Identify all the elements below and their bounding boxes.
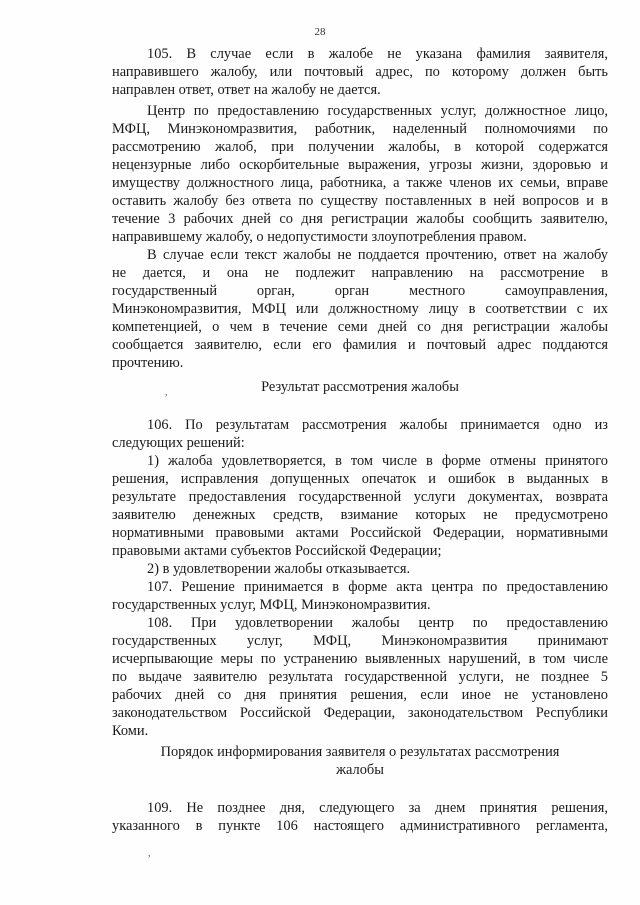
- text-line: направившего жалобу, или почтовый адрес, по которому должен быть: [112, 64, 608, 80]
- text-line: направлен ответ, ответ на жалобу не дается.: [112, 82, 381, 98]
- text-line: течение 3 рабочих дней со дня регистрации жалобы сообщить заявителю,: [112, 211, 608, 227]
- text-line: государственных услуг, МФЦ, Минэкономразвития принимают: [112, 633, 608, 649]
- text-line: нецензурные либо оскорбительные выражения, угрозы жизни, здоровью и: [112, 157, 608, 173]
- text-line: по выдаче заявителю результата государственной услуги, не позднее 5: [112, 669, 608, 685]
- text-line: рассмотрению жалоб, при получении жалобы, в которой содержатся: [112, 139, 608, 155]
- text-line: исчерпывающие меры по устранению выявленных нарушений, в том числе: [112, 651, 608, 667]
- text-line: заявителю денежных средств, взимание которых не предусмотрено: [112, 507, 608, 523]
- text-line: Центр по предоставлению государственных услуг, должностное лицо,: [147, 103, 608, 119]
- text-line: нормативными правовыми актами Российской Федерации, нормативными: [112, 525, 608, 541]
- text-line: рабочих дней со дня принятия решения, если иное не установлено: [112, 687, 608, 703]
- scan-mark: ,: [165, 387, 168, 398]
- text-line: оставить жалобу без ответа по существу поставленных в ней вопросов и в: [112, 193, 608, 209]
- text-line: 109. Не позднее дня, следующего за днем принятия решения,: [147, 800, 608, 816]
- text-line: имуществу должностного лица, работника, а также членов их семьи, вправе: [112, 175, 608, 191]
- text-line: сообщается заявителю, если его фамилия и почтовый адрес поддаются: [112, 337, 608, 353]
- section-heading: жалобы: [336, 762, 384, 778]
- text-line: государственных услуг, МФЦ, Минэкономразвития.: [112, 597, 431, 613]
- page-number: 28: [314, 26, 326, 38]
- text-line: прочтению.: [112, 355, 184, 371]
- section-heading: Результат рассмотрения жалобы: [261, 379, 459, 395]
- text-line: решения, исправления допущенных опечаток и ошибок в выданных в: [112, 471, 608, 487]
- section-heading: Порядок информирования заявителя о результатах рассмотрения: [160, 744, 560, 760]
- text-line: 106. По результатам рассмотрения жалобы принимается одно из: [147, 417, 608, 433]
- text-line: 107. Решение принимается в форме акта центра по предоставлению: [147, 579, 608, 595]
- text-line: 105. В случае если в жалобе не указана фамилия заявителя,: [147, 46, 608, 62]
- text-line: компетенцией, о чем в течение семи дней со дня регистрации жалобы: [112, 319, 608, 335]
- text-line: правовыми актами субъектов Российской Федерации;: [112, 543, 442, 559]
- text-line: указанного в пункте 106 настоящего административного регламента,: [112, 818, 608, 834]
- scan-mark: ,: [148, 848, 151, 859]
- text-line: 2) в удовлетворении жалобы отказывается.: [147, 561, 411, 577]
- text-line: Минэкономразвития, МФЦ или должностному лицу в соответствии с их: [112, 301, 608, 317]
- text-line: направившему жалобу, о недопустимости злоупотребления правом.: [112, 229, 527, 245]
- text-line: В случае если текст жалобы не поддается прочтению, ответ на жалобу: [147, 247, 608, 263]
- text-line: результате предоставления государственной услуги документах, возврата: [112, 489, 608, 505]
- text-line: законодательством Российской Федерации, законодательством Республики: [112, 705, 608, 721]
- text-line: Коми.: [112, 723, 149, 739]
- text-line: не дается, и она не подлежит направлению на рассмотрение в: [112, 265, 608, 281]
- text-line: следующих решений:: [112, 435, 245, 451]
- text-line: 1) жалоба удовлетворяется, в том числе в форме отмены принятого: [147, 453, 608, 469]
- text-line: МФЦ, Минэкономразвития, работник, наделенный полномочиями по: [112, 121, 608, 137]
- text-line: 108. При удовлетворении жалобы центр по предоставлению: [147, 615, 608, 631]
- text-line: государственный орган, орган местного самоуправления,: [112, 283, 608, 299]
